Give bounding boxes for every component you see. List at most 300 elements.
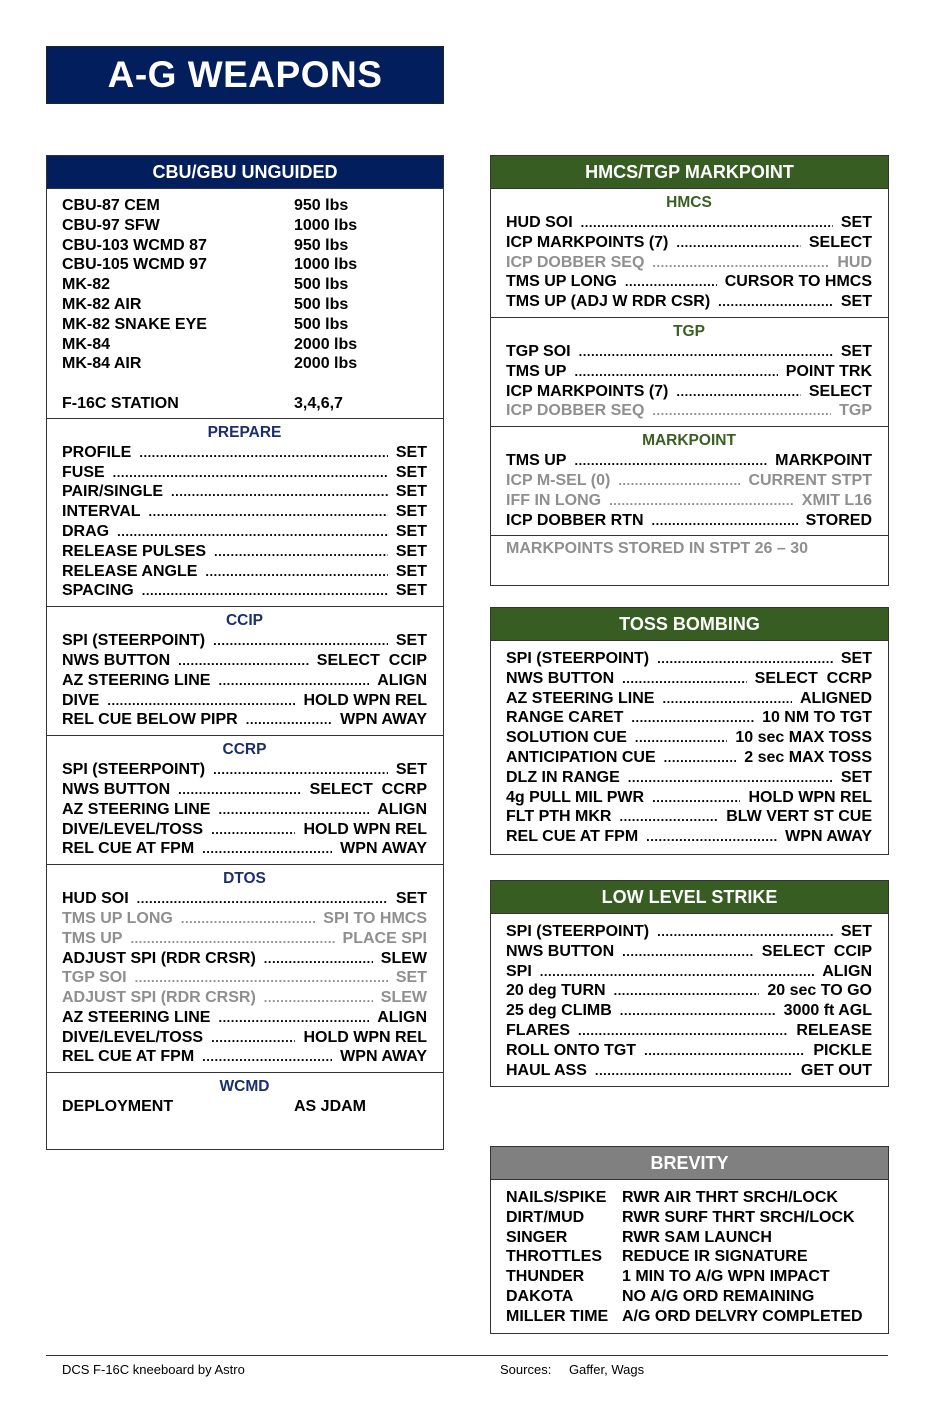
dot-leader (211, 820, 295, 840)
checklist-row (506, 491, 872, 511)
row-label: ICP DOBBER SEQ (506, 402, 645, 420)
checklist-row (62, 1047, 427, 1067)
weapon-row (62, 255, 427, 275)
row-label: INTERVAL (62, 503, 141, 521)
toss-section (491, 641, 888, 852)
dot-leader (107, 691, 295, 711)
row-value: HOLD WPN REL (303, 1028, 427, 1046)
prepare-rows (62, 443, 427, 601)
hmcs-rows (506, 213, 872, 312)
checklist-row (506, 748, 872, 768)
sources-value: Gaffer, Wags (568, 1362, 645, 1377)
ccrp-heading: CCRP (222, 741, 267, 759)
row-value: SET (395, 522, 427, 540)
dot-leader (676, 233, 800, 253)
checklist-row (62, 1008, 427, 1028)
dot-leader (574, 451, 767, 471)
checklist-row (506, 233, 872, 253)
footer-sources (500, 1362, 644, 1377)
checklist-row (506, 649, 872, 669)
toss-rows (506, 649, 872, 847)
ccip-rows (62, 631, 427, 730)
dot-leader (130, 929, 334, 949)
row-label: SPI (506, 962, 532, 980)
row-value: SET (395, 632, 427, 650)
dot-leader (652, 788, 740, 808)
dot-leader (137, 889, 388, 909)
weapon-weight: 500 lbs (294, 295, 349, 313)
markpoint-section (491, 426, 888, 535)
checklist-row (506, 981, 872, 1001)
brevity-card (490, 1146, 889, 1334)
checklist-row (62, 889, 427, 909)
row-value: SET (840, 342, 872, 360)
row-label: HUD SOI (62, 890, 129, 908)
weapon-name: CBU-97 SFW (62, 216, 160, 234)
checklist-row (62, 968, 427, 988)
row-value: ALIGN (377, 671, 427, 689)
row-label: REL CUE BELOW PIPR (62, 711, 238, 729)
weapon-row (62, 335, 427, 355)
ccip-heading: CCIP (225, 612, 264, 630)
row-label: TMS UP (506, 452, 567, 470)
row-value: SET (395, 443, 427, 461)
row-value: STORED (805, 511, 872, 529)
row-value: SLEW (380, 949, 427, 967)
weapon-row (62, 236, 427, 256)
dot-leader (205, 562, 387, 582)
brevity-term: DIRT/MUD (506, 1208, 585, 1226)
row-value: HUD (837, 253, 872, 271)
tgp-heading: TGP (673, 322, 705, 340)
brevity-row (506, 1208, 872, 1228)
weapon-weight: 2000 lbs (294, 355, 358, 373)
checklist-row (506, 708, 872, 728)
brevity-term: NAILS/SPIKE (506, 1189, 607, 1206)
row-value: RELEASE (796, 1021, 872, 1039)
checklist-row (62, 443, 427, 463)
row-label: FLT PTH MKR (506, 808, 612, 826)
weapon-name: MK-82 (62, 276, 111, 294)
checklist-row (506, 1041, 872, 1061)
dot-leader (718, 292, 833, 312)
brevity-rows (491, 1180, 888, 1332)
weapon-weight: 950 lbs (294, 197, 349, 214)
dot-leader (135, 968, 388, 988)
dot-leader (117, 522, 388, 542)
row-label: AZ STEERING LINE (62, 1008, 211, 1026)
row-value: PICKLE (813, 1041, 872, 1059)
lowlevel-section (491, 914, 888, 1085)
toss-bombing-header: TOSS BOMBING (491, 608, 888, 641)
row-label: PROFILE (62, 443, 132, 461)
row-label: ICP M-SEL (0) (506, 471, 611, 489)
row-label: DIVE/LEVEL/TOSS (62, 820, 204, 838)
checklist-row (506, 1061, 872, 1081)
row-label: ICP MARKPOINTS (7) (506, 233, 669, 251)
checklist-row (62, 542, 427, 562)
row-label: REL CUE AT FPM (62, 840, 195, 858)
dot-leader (614, 981, 760, 1001)
brevity-meaning: RWR SURF THRT SRCH/LOCK (622, 1208, 855, 1226)
row-label: FLARES (506, 1021, 570, 1039)
row-label: 25 deg CLIMB (506, 1002, 612, 1020)
row-value: SET (395, 542, 427, 560)
dot-leader (609, 491, 794, 511)
checklist-row (506, 962, 872, 982)
dot-leader (213, 760, 388, 780)
checklist-row (62, 929, 427, 949)
row-label: RANGE CARET (506, 709, 624, 727)
footer-credit: DCS F-16C kneeboard by Astro (62, 1362, 245, 1377)
row-label: AZ STEERING LINE (62, 671, 211, 689)
row-label: FUSE (62, 463, 105, 481)
checklist-row (62, 691, 427, 711)
row-label: RELEASE ANGLE (62, 562, 198, 580)
row-value: SELECT CCRP (309, 780, 427, 798)
row-value: WPN AWAY (785, 828, 872, 846)
row-label: DLZ IN RANGE (506, 768, 620, 786)
markpoint-note: MARKPOINTS STORED IN STPT 26 – 30 (491, 535, 888, 564)
weapon-name: MK-84 AIR (62, 355, 142, 373)
weapon-name: MK-82 SNAKE EYE (62, 315, 207, 333)
checklist-row (62, 949, 427, 969)
dot-leader (662, 689, 792, 709)
row-value: SPI TO HMCS (323, 909, 427, 927)
weapon-name: MK-82 AIR (62, 295, 142, 313)
row-label: TMS UP (62, 929, 123, 947)
dot-leader (202, 839, 332, 859)
dot-leader (218, 1008, 369, 1028)
dot-leader (178, 780, 302, 800)
row-label: TMS UP LONG (506, 273, 617, 291)
checklist-row (506, 471, 872, 491)
dot-leader (178, 651, 309, 671)
checklist-row (506, 768, 872, 788)
page-title-banner (46, 46, 444, 104)
station-label: F-16C STATION (62, 394, 179, 412)
row-label: TGP SOI (62, 969, 127, 987)
low-level-strike-card (490, 880, 889, 1087)
row-value: SET (840, 650, 872, 667)
dot-leader (540, 962, 814, 982)
lowlevel-rows (506, 922, 872, 1080)
checklist-row (62, 780, 427, 800)
checklist-row (62, 631, 427, 651)
dot-leader (211, 1028, 295, 1048)
brevity-term: SINGER (506, 1228, 568, 1246)
row-value: HOLD WPN REL (748, 788, 872, 806)
cbu-gbu-header: CBU/GBU UNGUIDED (47, 156, 443, 189)
row-value: HOLD WPN REL (303, 691, 427, 709)
row-label: AZ STEERING LINE (62, 800, 211, 818)
brevity-header: BREVITY (491, 1147, 888, 1180)
brevity-row (506, 1247, 872, 1267)
dtos-rows (62, 889, 427, 1067)
brevity-row (506, 1188, 872, 1208)
row-value: SELECT (808, 233, 872, 251)
prepare-section (47, 418, 443, 606)
row-value: TGP (839, 402, 872, 420)
checklist-row (506, 511, 872, 531)
wcmd-label: DEPLOYMENT (62, 1098, 174, 1116)
row-value: SET (840, 923, 872, 940)
row-label: NWS BUTTON (506, 942, 615, 960)
weapon-weight: 1000 lbs (294, 256, 358, 274)
checklist-row (506, 213, 872, 233)
weapon-name: CBU-103 WCMD 87 (62, 236, 207, 254)
row-value: XMIT L16 (801, 491, 872, 509)
checklist-row (62, 909, 427, 929)
brevity-meaning: 1 MIN TO A/G WPN IMPACT (622, 1268, 830, 1286)
row-value: SLEW (380, 989, 427, 1007)
row-value: SET (395, 463, 427, 481)
row-value: SET (395, 969, 427, 987)
row-label: SPACING (62, 582, 134, 600)
checklist-row (506, 342, 872, 362)
row-label: HUD SOI (506, 214, 573, 231)
station-row (62, 394, 427, 414)
row-value: 10 sec MAX TOSS (735, 729, 872, 747)
checklist-row (506, 922, 872, 942)
tgp-section (491, 317, 888, 426)
wcmd-value: AS JDAM (294, 1098, 367, 1116)
dot-leader (579, 342, 833, 362)
row-label: SPI (STEERPOINT) (62, 632, 206, 650)
row-label: ICP MARKPOINTS (7) (506, 382, 669, 400)
checklist-row (506, 401, 872, 421)
row-value: WPN AWAY (340, 1048, 427, 1066)
checklist-row (62, 988, 427, 1008)
row-value: POINT TRK (785, 362, 872, 380)
dot-leader (652, 253, 829, 273)
checklist-row (62, 671, 427, 691)
row-value: 10 NM TO TGT (762, 709, 872, 727)
checklist-row (506, 272, 872, 292)
row-value: GET OUT (800, 1061, 872, 1079)
row-value: SET (395, 483, 427, 501)
low-level-strike-header: LOW LEVEL STRIKE (491, 881, 888, 914)
dot-leader (214, 542, 388, 562)
row-label: TMS UP (ADJ W RDR CSR) (506, 293, 711, 311)
row-value: ALIGN (377, 1008, 427, 1026)
dot-leader (676, 382, 800, 402)
row-value: SET (395, 582, 427, 600)
dot-leader (635, 728, 727, 748)
row-label: SPI (STEERPOINT) (506, 923, 650, 940)
checklist-row (62, 463, 427, 483)
brevity-row (506, 1267, 872, 1287)
row-label: AZ STEERING LINE (506, 689, 655, 707)
row-label: SPI (STEERPOINT) (62, 761, 206, 779)
weapon-weight: 500 lbs (294, 276, 349, 294)
row-label: 20 deg TURN (506, 982, 606, 1000)
checklist-row (506, 669, 872, 689)
dot-leader (202, 1047, 332, 1067)
checklist-row (506, 1001, 872, 1021)
row-label: IFF IN LONG (506, 491, 602, 509)
weapon-name: MK-84 (62, 335, 111, 353)
row-label: NWS BUTTON (506, 669, 615, 687)
dot-leader (139, 443, 388, 463)
checklist-row (62, 651, 427, 671)
checklist-row (506, 827, 872, 847)
brevity-meaning: RWR AIR THRT SRCH/LOCK (622, 1189, 838, 1206)
row-value: SET (395, 562, 427, 580)
row-label: PAIR/SINGLE (62, 483, 164, 501)
dot-leader (171, 482, 388, 502)
dot-leader (652, 511, 798, 531)
dot-leader (213, 631, 388, 651)
checklist-row (62, 820, 427, 840)
row-value: ALIGNED (800, 689, 872, 707)
dot-leader (618, 471, 740, 491)
markpoint-heading: MARKPOINT (642, 432, 736, 450)
checklist-row (506, 807, 872, 827)
row-label: NWS BUTTON (62, 780, 171, 798)
row-value: SET (395, 890, 427, 908)
row-value: SET (840, 214, 872, 231)
row-label: ICP DOBBER SEQ (506, 253, 645, 271)
checklist-row (506, 1021, 872, 1041)
checklist-row (506, 253, 872, 273)
row-label: ICP DOBBER RTN (506, 511, 644, 529)
row-value: SELECT CCIP (316, 651, 427, 669)
page-title: A-G WEAPONS (107, 54, 383, 95)
dot-leader (622, 942, 754, 962)
weapon-weight: 2000 lbs (294, 335, 358, 353)
checklist-row (506, 451, 872, 471)
checklist-row (62, 502, 427, 522)
station-value: 3,4,6,7 (294, 394, 343, 412)
row-label: REL CUE AT FPM (62, 1048, 195, 1066)
brevity-term: DAKOTA (506, 1287, 574, 1305)
row-value: SET (840, 768, 872, 786)
hmcs-tgp-card (490, 155, 889, 586)
ccip-section (47, 606, 443, 735)
checklist-row (62, 581, 427, 601)
ccrp-rows (62, 760, 427, 859)
dot-leader (628, 768, 833, 788)
row-label: ROLL ONTO TGT (506, 1041, 637, 1059)
dot-leader (664, 748, 737, 768)
cbu-gbu-card (46, 155, 444, 1150)
checklist-row (62, 760, 427, 780)
row-value: 20 sec TO GO (767, 982, 872, 1000)
row-label: ANTICIPATION CUE (506, 748, 656, 766)
dtos-section (47, 864, 443, 1072)
weapon-row (62, 295, 427, 315)
weapon-row (62, 315, 427, 335)
checklist-row (506, 292, 872, 312)
row-value: SELECT (808, 382, 872, 400)
row-label: TMS UP (506, 362, 567, 380)
row-value: HOLD WPN REL (303, 820, 427, 838)
row-value: MARKPOINT (775, 452, 872, 470)
dot-leader (620, 1001, 776, 1021)
dot-leader (149, 502, 388, 522)
dot-leader (218, 671, 369, 691)
weapon-name: CBU-105 WCMD 97 (62, 256, 207, 274)
dot-leader (625, 272, 717, 292)
row-label: REL CUE AT FPM (506, 828, 639, 846)
row-label: DIVE (62, 691, 100, 709)
prepare-heading: PREPARE (207, 423, 282, 441)
weapons-rows (62, 196, 427, 374)
dot-leader (578, 1021, 788, 1041)
row-value: SET (395, 503, 427, 521)
row-value: 2 sec MAX TOSS (744, 748, 872, 766)
row-value: WPN AWAY (340, 840, 427, 858)
weapon-weight: 1000 lbs (294, 216, 358, 234)
row-value: 3000 ft AGL (783, 1002, 872, 1020)
row-label: TGP SOI (506, 342, 571, 360)
dot-leader (652, 401, 831, 421)
dtos-heading: DTOS (223, 870, 266, 888)
checklist-row (506, 728, 872, 748)
brevity-term: THROTTLES (506, 1248, 602, 1266)
weapon-row (62, 275, 427, 295)
brevity-term: MILLER TIME (506, 1307, 609, 1325)
checklist-row (62, 800, 427, 820)
dot-leader (644, 1041, 805, 1061)
footer-divider (46, 1355, 888, 1356)
dot-leader (581, 213, 833, 233)
dot-leader (246, 710, 332, 730)
row-label: NWS BUTTON (62, 651, 171, 669)
hmcs-section (491, 189, 888, 317)
dot-leader (181, 909, 315, 929)
brevity-meaning: NO A/G ORD REMAINING (622, 1287, 815, 1305)
weapon-weight: 950 lbs (294, 236, 349, 254)
checklist-row (506, 689, 872, 709)
checklist-row (506, 788, 872, 808)
weapon-weight: 500 lbs (294, 315, 349, 333)
dot-leader (619, 807, 718, 827)
wcmd-row (62, 1097, 427, 1117)
brevity-meaning: A/G ORD DELVRY COMPLETED (622, 1307, 863, 1325)
dot-leader (657, 922, 833, 942)
checklist-row (506, 382, 872, 402)
checklist-row (62, 522, 427, 542)
weapon-name: CBU-87 CEM (62, 197, 160, 214)
row-label: SPI (STEERPOINT) (506, 650, 650, 667)
sources-label: Sources: (500, 1362, 552, 1377)
checklist-row (62, 562, 427, 582)
checklist-row (62, 710, 427, 730)
brevity-meaning: REDUCE IR SIGNATURE (622, 1248, 808, 1266)
weapon-row (62, 196, 427, 216)
row-label: DRAG (62, 522, 110, 540)
row-value: CURSOR TO HMCS (724, 273, 872, 291)
markpoint-rows (506, 451, 872, 530)
row-value: SET (395, 761, 427, 779)
dot-leader (113, 463, 388, 483)
row-value: ALIGN (822, 962, 872, 980)
wcmd-section (47, 1072, 443, 1122)
row-label: TMS UP LONG (62, 909, 173, 927)
row-label: HAUL ASS (506, 1061, 587, 1079)
weapons-list (47, 189, 443, 418)
hmcs-heading: HMCS (666, 194, 712, 211)
checklist-row (62, 1028, 427, 1048)
brevity-meaning: RWR SAM LAUNCH (622, 1228, 772, 1246)
row-value: PLACE SPI (342, 929, 427, 947)
wcmd-heading: WCMD (219, 1078, 270, 1096)
checklist-row (62, 482, 427, 502)
weapon-row (62, 216, 427, 236)
checklist-row (506, 362, 872, 382)
